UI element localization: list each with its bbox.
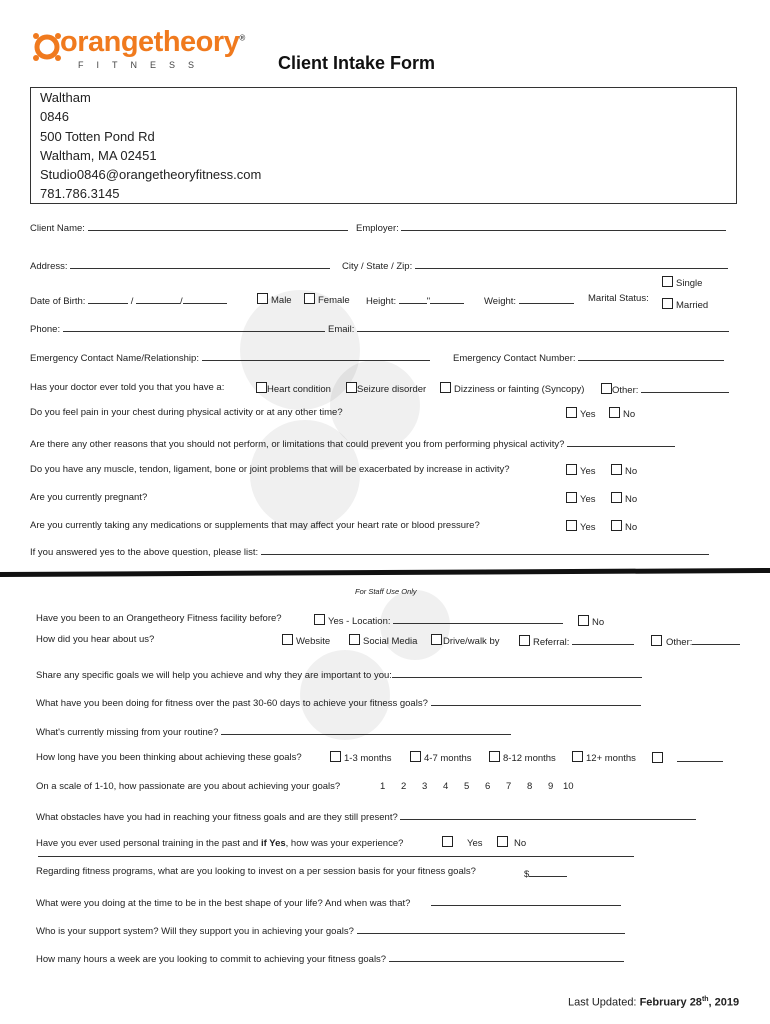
been-no-checkbox[interactable]: [578, 615, 589, 626]
seizure-label: Seizure disorder: [357, 384, 427, 395]
staff-heading: For Staff Use Only: [355, 587, 417, 596]
dob-year-field[interactable]: [183, 293, 227, 304]
meds-no-label: No: [625, 522, 638, 533]
marital-status-label: Marital Status:: [588, 293, 649, 304]
other-condition-field[interactable]: [641, 382, 729, 393]
page-title: Client Intake Form: [278, 53, 436, 73]
q-pt-a: Have you ever used personal training in the past and: [36, 838, 261, 849]
q-hours: How many hours a week are you looking to commit to achieving your fitness goals?: [36, 954, 387, 965]
meds-list-field[interactable]: [261, 544, 709, 555]
logo-subtitle: FITNESS: [78, 60, 208, 70]
q-missing: What's currently missing from your routine?: [36, 727, 219, 738]
other-label: Other:: [612, 385, 639, 396]
dob-slash-2: /: [180, 296, 183, 307]
emergency-name-label: Emergency Contact Name/Relationship:: [30, 353, 199, 364]
meds-yes-checkbox[interactable]: [566, 520, 577, 531]
scale-5[interactable]: 5: [464, 781, 470, 792]
emergency-number-label: Emergency Contact Number:: [453, 353, 576, 364]
q-reasons: Are there any other reasons that you should not perform, or limitations that could prevent you from performing physical activity?: [30, 439, 565, 450]
single-label: Single: [676, 278, 703, 289]
m812-checkbox[interactable]: [489, 751, 500, 762]
pt-yes-label: Yes: [467, 838, 483, 849]
scale-6[interactable]: 6: [485, 781, 491, 792]
m12p-label: 12+ months: [586, 753, 636, 764]
city-state-zip-field[interactable]: [415, 258, 728, 269]
height-feet-field[interactable]: [399, 293, 427, 304]
invest-field[interactable]: [529, 866, 567, 877]
address-field[interactable]: [70, 258, 330, 269]
q-obstacles: What obstacles have you had in reaching your fitness goals and are they still present?: [36, 812, 398, 823]
logo-registered: ®: [239, 33, 245, 43]
studio-street: 500 Totten Pond Rd: [40, 128, 155, 144]
dizziness-checkbox[interactable]: [440, 382, 451, 393]
q-pt-b: , how was your experience?: [285, 838, 404, 849]
hear-other-label: Other:: [666, 637, 693, 648]
q-scale: On a scale of 1-10, how passionate are you about achieving your goals?: [36, 781, 341, 792]
male-checkbox[interactable]: [257, 293, 268, 304]
dob-label: Date of Birth:: [30, 296, 86, 307]
m13-checkbox[interactable]: [330, 751, 341, 762]
section-divider: [0, 568, 770, 577]
scale-2[interactable]: 2: [401, 781, 407, 792]
last-updated-sup: th: [701, 996, 709, 1003]
emergency-name-field[interactable]: [202, 350, 430, 361]
m12p-checkbox[interactable]: [572, 751, 583, 762]
q-personal-training: [36, 838, 403, 849]
q-past: What have you been doing for fitness over the past 30-60 days to achieve your fitness goals?: [36, 698, 428, 709]
scale-4[interactable]: 4: [443, 781, 449, 792]
employer-label: Employer:: [356, 223, 399, 234]
scale-10[interactable]: 10: [563, 781, 574, 792]
muscle-no-checkbox[interactable]: [611, 464, 622, 475]
past-fitness-field[interactable]: [431, 695, 641, 706]
scale-1[interactable]: 1: [380, 781, 386, 792]
hours-field[interactable]: [389, 951, 624, 962]
other-checkbox[interactable]: [601, 383, 612, 394]
muscle-yes-checkbox[interactable]: [566, 464, 577, 475]
hear-other-checkbox[interactable]: [651, 635, 662, 646]
city-state-zip-label: City / State / Zip:: [342, 261, 413, 272]
scale-options: [380, 781, 574, 792]
q-list: If you answered yes to the above question, please list:: [30, 547, 259, 558]
heart-label: Heart condition: [267, 384, 331, 395]
studio-name: Waltham: [40, 90, 91, 105]
scale-8[interactable]: 8: [527, 781, 533, 792]
m47-checkbox[interactable]: [410, 751, 421, 762]
q-best: What were you doing at the time to be in the best shape of your life? And when was that?: [36, 898, 411, 909]
pt-experience-line[interactable]: [38, 856, 634, 857]
pt-no-checkbox[interactable]: [497, 836, 508, 847]
yes-location-label: Yes - Location:: [328, 616, 391, 627]
q-howlong: How long have you been thinking about achieving these goals?: [36, 752, 302, 763]
referral-field[interactable]: [572, 634, 634, 645]
last-updated-label: Last Updated:: [568, 996, 640, 1009]
dob-month-field[interactable]: [88, 293, 128, 304]
chest-no-label: No: [623, 409, 636, 420]
pregnant-yes-checkbox[interactable]: [566, 492, 577, 503]
pt-no-label: No: [514, 838, 527, 849]
obstacles-field[interactable]: [400, 809, 696, 820]
social-media-checkbox[interactable]: [349, 634, 360, 645]
chest-yes-label: Yes: [580, 409, 596, 420]
referral-checkbox[interactable]: [519, 635, 530, 646]
q-been: Have you been to an Orangetheory Fitness facility before?: [36, 613, 282, 624]
reasons-field[interactable]: [567, 436, 675, 447]
best-shape-field[interactable]: [431, 895, 621, 906]
pt-yes-checkbox[interactable]: [442, 836, 453, 847]
drive-walk-checkbox[interactable]: [431, 634, 442, 645]
studio-info-box: [30, 87, 737, 204]
last-updated: [568, 996, 739, 1009]
location-field[interactable]: [393, 613, 563, 624]
meds-yes-label: Yes: [580, 522, 596, 533]
q-support: Who is your support system? Will they support you in achieving your goals?: [36, 926, 354, 937]
logo-word: orangetheory: [60, 26, 240, 58]
female-checkbox[interactable]: [304, 293, 315, 304]
goals-field[interactable]: [392, 667, 642, 678]
seizure-checkbox[interactable]: [346, 382, 357, 393]
hear-other-field[interactable]: [692, 634, 740, 645]
q-muscle: Do you have any muscle, tendon, ligament, bone or joint problems that will be exacerbated by increase in activity?: [30, 464, 510, 475]
q-pt-bold: if Yes: [260, 838, 286, 849]
q-goals: Share any specific goals we will help you achieve and why they are important to you:: [36, 670, 392, 681]
height-inch-mark: ": [426, 296, 431, 307]
m812-label: 8-12 months: [503, 753, 556, 764]
q-chest: Do you feel pain in your chest during physical activity or at any other time?: [30, 407, 343, 418]
website-label: Website: [296, 636, 331, 647]
dizziness-label: Dizziness or fainting (Syncopy): [454, 384, 585, 395]
height-label: Height:: [366, 296, 397, 307]
emergency-number-field[interactable]: [578, 350, 724, 361]
dollar-label: $: [524, 869, 530, 880]
weight-field[interactable]: [519, 293, 574, 304]
single-checkbox[interactable]: [662, 276, 673, 287]
last-updated-date-b: , 2019: [708, 996, 740, 1009]
q-pregnant: Are you currently pregnant?: [30, 492, 148, 503]
social-media-label: Social Media: [363, 636, 418, 647]
pregnant-no-checkbox[interactable]: [611, 492, 622, 503]
logo-mark-icon: [32, 32, 62, 62]
phone-label: Phone:: [30, 324, 61, 335]
muscle-yes-label: Yes: [580, 466, 596, 477]
email-field[interactable]: [357, 321, 729, 332]
howlong-other-checkbox[interactable]: [652, 752, 663, 763]
email-label: Email:: [328, 324, 355, 335]
support-field[interactable]: [357, 923, 625, 934]
scale-3[interactable]: 3: [422, 781, 428, 792]
website-checkbox[interactable]: [282, 634, 293, 645]
employer-field[interactable]: [401, 220, 726, 231]
q-invest: Regarding fitness programs, what are you looking to invest on a per session basis for your fitness goals?: [36, 866, 476, 877]
client-name-field[interactable]: [88, 220, 348, 231]
referral-label: Referral:: [533, 637, 570, 648]
studio-email: Studio0846@orangetheoryfitness.com: [40, 167, 262, 183]
been-yes-checkbox[interactable]: [314, 614, 325, 625]
drive-walk-label: Drive/walk by: [443, 636, 500, 647]
chest-yes-checkbox[interactable]: [566, 407, 577, 418]
chest-no-checkbox[interactable]: [609, 407, 620, 418]
m13-label: 1-3 months: [344, 753, 392, 764]
male-label: Male: [271, 295, 292, 306]
married-label: Married: [676, 300, 709, 311]
scale-7[interactable]: 7: [506, 781, 512, 792]
scale-9[interactable]: 9: [548, 781, 554, 792]
muscle-no-label: No: [625, 466, 638, 477]
meds-no-checkbox[interactable]: [611, 520, 622, 531]
weight-label: Weight:: [484, 296, 517, 307]
married-checkbox[interactable]: [662, 298, 673, 309]
been-no-label: No: [592, 617, 605, 628]
q-doctor: Has your doctor ever told you that you have a:: [30, 382, 225, 393]
heart-checkbox[interactable]: [256, 382, 267, 393]
studio-city: Waltham, MA 02451: [40, 147, 157, 163]
studio-phone: 781.786.3145: [40, 186, 120, 202]
missing-field[interactable]: [221, 724, 511, 735]
q-meds: Are you currently taking any medications or supplements that may affect your heart rate or blood pressure?: [30, 520, 480, 531]
dob-slash-1: /: [130, 296, 134, 307]
q-hear: How did you hear about us?: [36, 634, 155, 645]
address-label: Address:: [30, 261, 68, 272]
m47-label: 4-7 months: [424, 753, 472, 764]
dob-day-field[interactable]: [136, 293, 180, 304]
pregnant-yes-label: Yes: [580, 494, 596, 505]
client-name-label: Client Name:: [30, 223, 85, 234]
studio-number: 0846: [40, 109, 69, 125]
phone-field[interactable]: [63, 321, 325, 332]
female-label: Female: [318, 295, 350, 306]
howlong-other-field[interactable]: [677, 751, 723, 762]
last-updated-date-a: February 28: [639, 996, 702, 1009]
pregnant-no-label: No: [625, 494, 638, 505]
height-inches-field[interactable]: [430, 293, 464, 304]
